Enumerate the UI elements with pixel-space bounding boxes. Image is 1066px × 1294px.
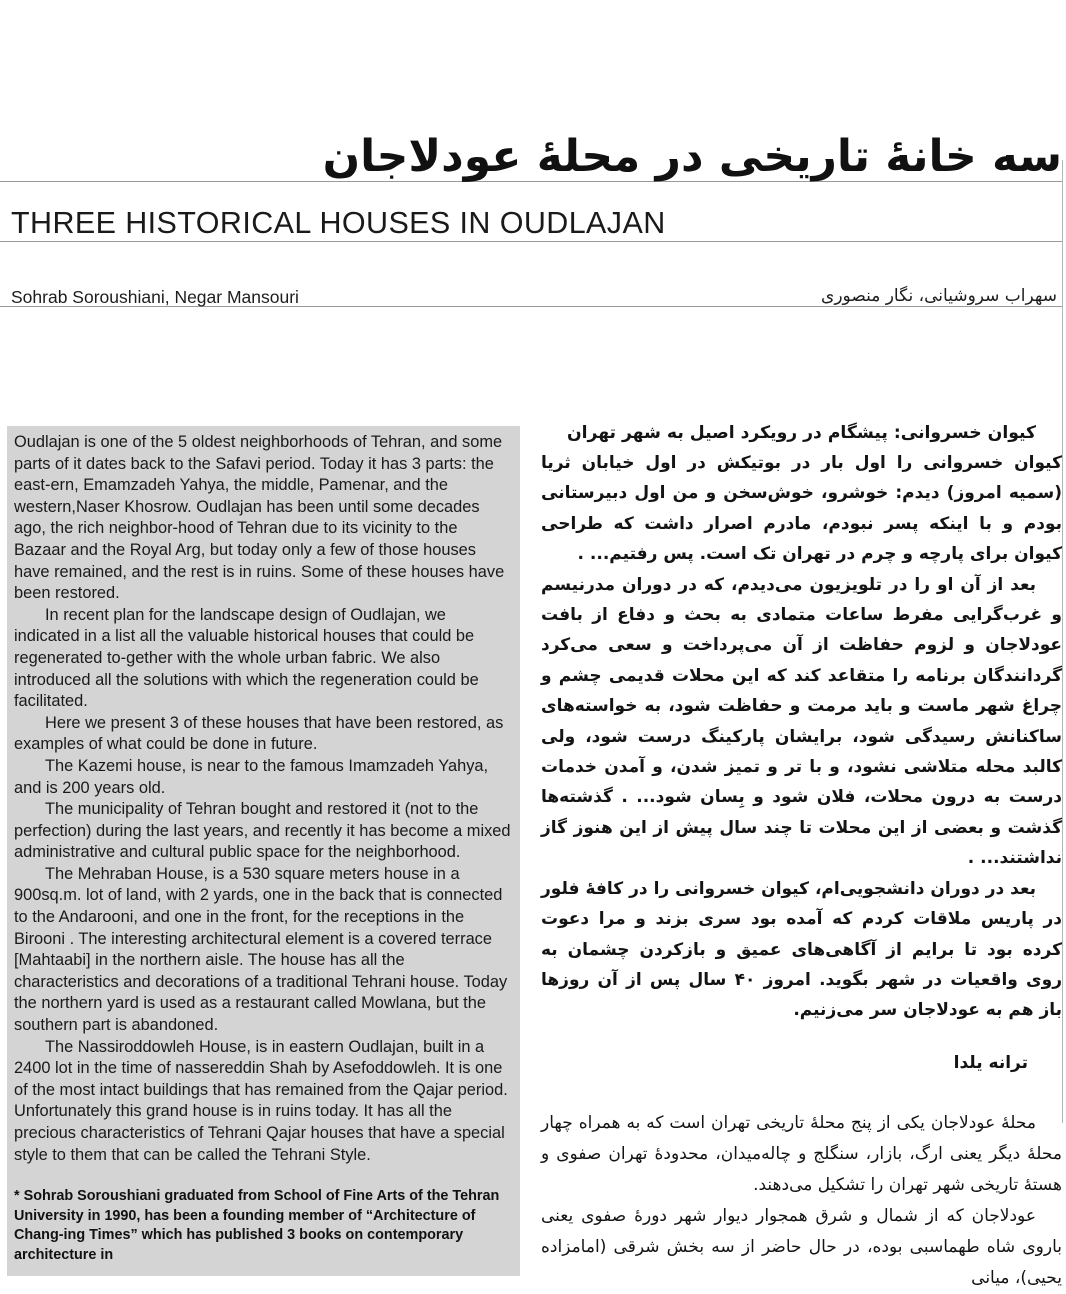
authors-persian: سهراب سروشیانی، نگار منصوری bbox=[821, 286, 1057, 306]
paragraph: The municipality of Tehran bought and restored it (not to the perfection) during the last years, and recently it has become a mixed administrative and cultural public space for the neighborhood. bbox=[14, 800, 511, 862]
paragraph: عودلاجان که از شمال و شرق همجوار دیوار شهر دورهٔ صفوی یعنی باروی شاه طهماسبی بوده، در حال حاضر از سه بخش شرقی (امامزاده یحیی)، میانی bbox=[541, 1205, 1062, 1288]
right-margin-rule bbox=[1062, 160, 1063, 1123]
paragraph: The Kazemi house, is near to the famous Imamzadeh Yahya, and is 200 years old. bbox=[14, 756, 489, 797]
header-rule-middle bbox=[0, 241, 1063, 242]
page-header bbox=[0, 0, 1066, 330]
paragraph: The Nassiroddowleh House, is in eastern Oudlajan, built in a 2400 lot in the time of nassereddin Shah by Asefoddowleh. It is one of the most intact buildings that has remained from the Qajar period. Unfortunately this grand house is in ruins today. It has all the precious characteristics of Tehrani Qajar houses that have a special style to them that can be called the Tehrani Style. bbox=[14, 1037, 508, 1164]
paragraph: The Mehraban House, is a 530 square meters house in a 900sq.m. lot of land, with 2 yards, one in the back that is connected to the Andarooni, and one in the front, for the receptions in the Birooni . The interesting architectural element is a covered terrace [Mahtaabi] in the northern aisle. The house has all the characteristics and decorations of a traditional Tehrani house. Today the northern yard is used as a restaurant called Mowlana, but the southern part is abandoned. bbox=[14, 864, 508, 1035]
paragraph: بعد از آن او را در تلویزیون می‌دیدم، که در دوران مدرنیسم و غرب‌گرایی مفرط ساعات متمادی به بحث و دفاع از بافت عودلاجان و لزوم حفاظت از آن می‌پرداخت و سعی می‌کرد گردانندگان برنامه را متقاعد کند که این محلات قدیمی چشم و چراغ شهر ماست و باید مرمت و حفاظت شود، به خواسته‌های ساکنانش رسیدگی شود، برایشان پارکینگ درست شود، ولی کالبد محله متلاشی نشود، و با تر و تمیز شدن، و آمدن خدمات درست به درون محلات، فلان شود و بِسان شود... . گذشته‌ها گذشت و بعضی از این محلات تا چند سال پیش از این هنوز گاز نداشتند... . bbox=[541, 574, 1062, 869]
author-footnote: * Sohrab Soroushiani graduated from School of Fine Arts of the Tehran University in 1990, has been a founding member of “Architecture of Chang-ing Times” which has published 3 books on contemporary architecture in bbox=[14, 1188, 500, 1263]
paragraph: محلهٔ عودلاجان یکی از پنج محلهٔ تاریخی تهران است که به همراه چهار محلهٔ دیگر یعنی ارگ، بازار، سنگلج و چاله‌میدان، محدودهٔ تهران صفوی و هستهٔ تاریخی شهر تهران را تشکیل می‌دهند. bbox=[541, 1112, 1062, 1195]
page-title-english: THREE HISTORICAL HOUSES IN OUDLAJAN bbox=[11, 206, 666, 240]
paragraph: Oudlajan is one of the 5 oldest neighborhoods of Tehran, and some parts of it dates back to the Safavi period. Today it has 3 parts: the east-ern, Emamzadeh Yahya, the middle, Pamenar, and the western,Naser Khosrow. Oudlajan has been until some decades ago, the rich neighbor-hood of Tehran due to its vicinity to the Bazaar and the Royal Arg, but today only a few of those houses have remained, and the rest is in ruins. Some of these houses have been restored. bbox=[14, 433, 505, 603]
persian-text-column bbox=[541, 418, 1062, 1294]
authors-english: Sohrab Soroushiani, Negar Mansouri bbox=[11, 287, 299, 307]
paragraph: بعد در دوران دانشجویی‌ام، کیوان خسروانی را در کافهٔ فلور در پاریس ملاقات کردم که آمده بود سری بزند و مرا دعوت کرده بود تا برایم از آگاهی‌های عمیق و بازکردن چشمان به روی واقعیات در شهر بگوید. امروز ۴۰ سال پس از آن روزها باز هم به عودلاجان سر می‌زنیم. bbox=[541, 878, 1062, 1021]
persian-subheading: ترانه یلدا bbox=[953, 1052, 1028, 1073]
paragraph: In recent plan for the landscape design of Oudlajan, we indicated in a list all the valuable historical houses that could be regenerated to-gether with the whole urban fabric. We also introduced all the solutions with which the regeneration could be facilitated. bbox=[14, 605, 479, 711]
paragraph: کیوان خسروانی را اول بار در بوتیکش در اول خیابان ثریا (سمیه امروز) دیدم: خوشرو، خوش‌سخن و من اول دبیرستانی بودم و با اینکه پسر نبودم، مادرم اصرار داشت که طراحی کیوان برای پارچه و چرم در تهران تک است. پس رفتیم... . bbox=[541, 453, 1062, 565]
spacer bbox=[541, 1078, 1062, 1108]
paragraph: Here we present 3 of these houses that have been restored, as examples of what could be done in future. bbox=[14, 713, 504, 754]
page-title-persian: سه خانهٔ تاریخی در محلهٔ عودلاجان bbox=[322, 131, 1062, 182]
english-text-column bbox=[7, 426, 520, 1276]
persian-heading: کیوان خسروانی: پیشگام در رویکرد اصیل به شهر تهران bbox=[566, 423, 1037, 443]
